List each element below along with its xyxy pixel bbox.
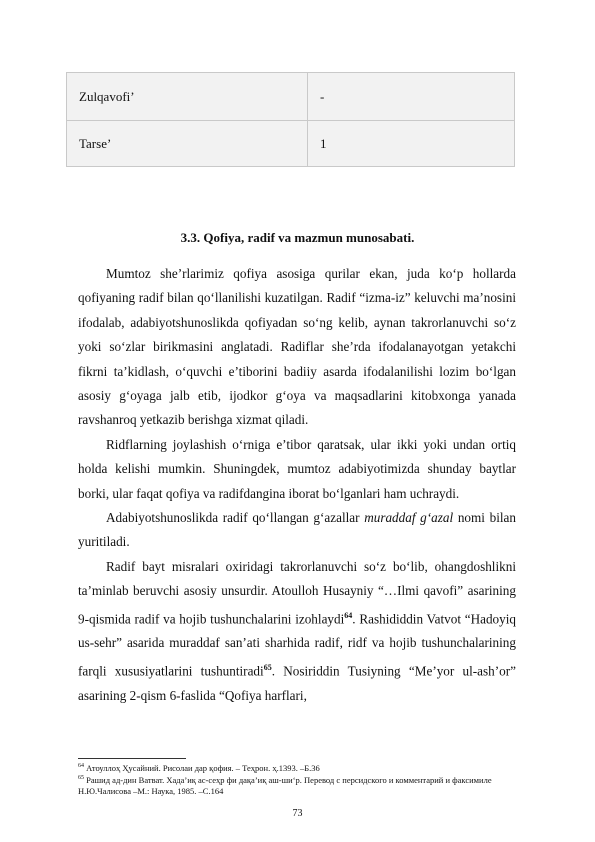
data-table bbox=[66, 72, 515, 167]
footnote-divider bbox=[78, 758, 186, 759]
footnote-ref[interactable]: 65 bbox=[263, 662, 272, 672]
footnote bbox=[78, 761, 518, 774]
footnote-number: 64 bbox=[78, 763, 84, 769]
paragraph: Ridflarning joylashish o‘rniga e’tibor qaratsak, ular ikki yoki undan ortiq holda kelishi mumkin. Shuningdek, mumtoz adabiyotimizda shunday baytlar borki, ular faqat qofiya va radifdangina iborat bo‘lganlari ham uchraydi. bbox=[78, 436, 516, 501]
footnote-text: Рашид ад-дин Ватват. Хада’иқ ас-сеҳр фи дақа’иқ аш-ши‘р. Перевод с персидского и комментарий и факсимиле Н.Ю.Чалисова –М.: Наука, 1985. –С.164 bbox=[78, 774, 492, 796]
section-title: 3.3. Qofiya, radif va mazmun munosabati. bbox=[180, 230, 415, 245]
paragraph bbox=[78, 555, 516, 708]
footnote-number: 65 bbox=[78, 775, 84, 781]
paragraph-text: Radif bayt misralari oxiridagi takrorlanuvchi so‘z bo‘lib, ohangdoshlikni ta’minlab beruvchi asosiy unsurdir. Atoulloh Husayniy “…Ilmi qavofi” asarining 9-qismida radif va hojib tushunchalarini izohlaydi bbox=[78, 558, 516, 627]
footnote-text: Атоуллоҳ Ҳусайний. Рисолаи дар қофия. – Теҳрон. ҳ.1393. –Б.36 bbox=[84, 762, 320, 773]
paragraph-text: . Rashididdin Vatvot “Hadoyiq us-sehr” asarida muraddaf san’ati sharhida radif, ridf va hojib tushunchalarining farqli xususiyatlarini tushuntiradi bbox=[78, 611, 517, 679]
paragraph-text: . Nosiriddin Tusiyning “Me’yor ul-ash’or” asarining 2-qism 6-faslida “Qofiya harflari, bbox=[78, 663, 516, 703]
table-cell: Zulqavofi’ bbox=[67, 73, 308, 121]
italic-term: muraddaf g‘azal bbox=[364, 510, 454, 526]
paragraph-text: Adabiyotshunoslikda radif qo‘llangan g‘azallar bbox=[106, 510, 365, 526]
footnote bbox=[78, 773, 518, 797]
paragraph-text: nomi bilan yuritiladi. bbox=[78, 510, 516, 550]
table-cell: Tarse’ bbox=[67, 121, 308, 167]
paragraph bbox=[78, 506, 516, 555]
table-row bbox=[67, 121, 515, 167]
body-text bbox=[78, 262, 516, 708]
page-number: 73 bbox=[292, 808, 303, 819]
table-row bbox=[67, 73, 515, 121]
table-cell: - bbox=[308, 73, 515, 121]
table-cell: 1 bbox=[308, 121, 515, 167]
footnote-ref[interactable]: 64 bbox=[344, 610, 353, 620]
paragraph: Mumtoz she’rlarimiz qofiya asosiga qurilar ekan, juda ko‘p hollarda qofiyaning radif bilan qo‘llanilishi kuzatilgan. Radif “izma-iz” keluvchi ma’nosini ifodalab, adabiyotshunoslikda qofiyadan so‘ng kelib, aynan takrorlanuvchi so‘z yoki so‘zlar birikmasini anglatadi. Radiflar she’rda ifodalanayotgan yetakchi fikrni ta’kidlash, o‘quvchi e’tiborini badiiy asarda ifodalanilishi lozim bo‘lgan asosiy g‘oyaga jalb etib, ijodkor g‘oya va maqsadlarini kitobxonga yanada ravshanroq yetkazib berishga xizmat qiladi. bbox=[78, 266, 516, 428]
